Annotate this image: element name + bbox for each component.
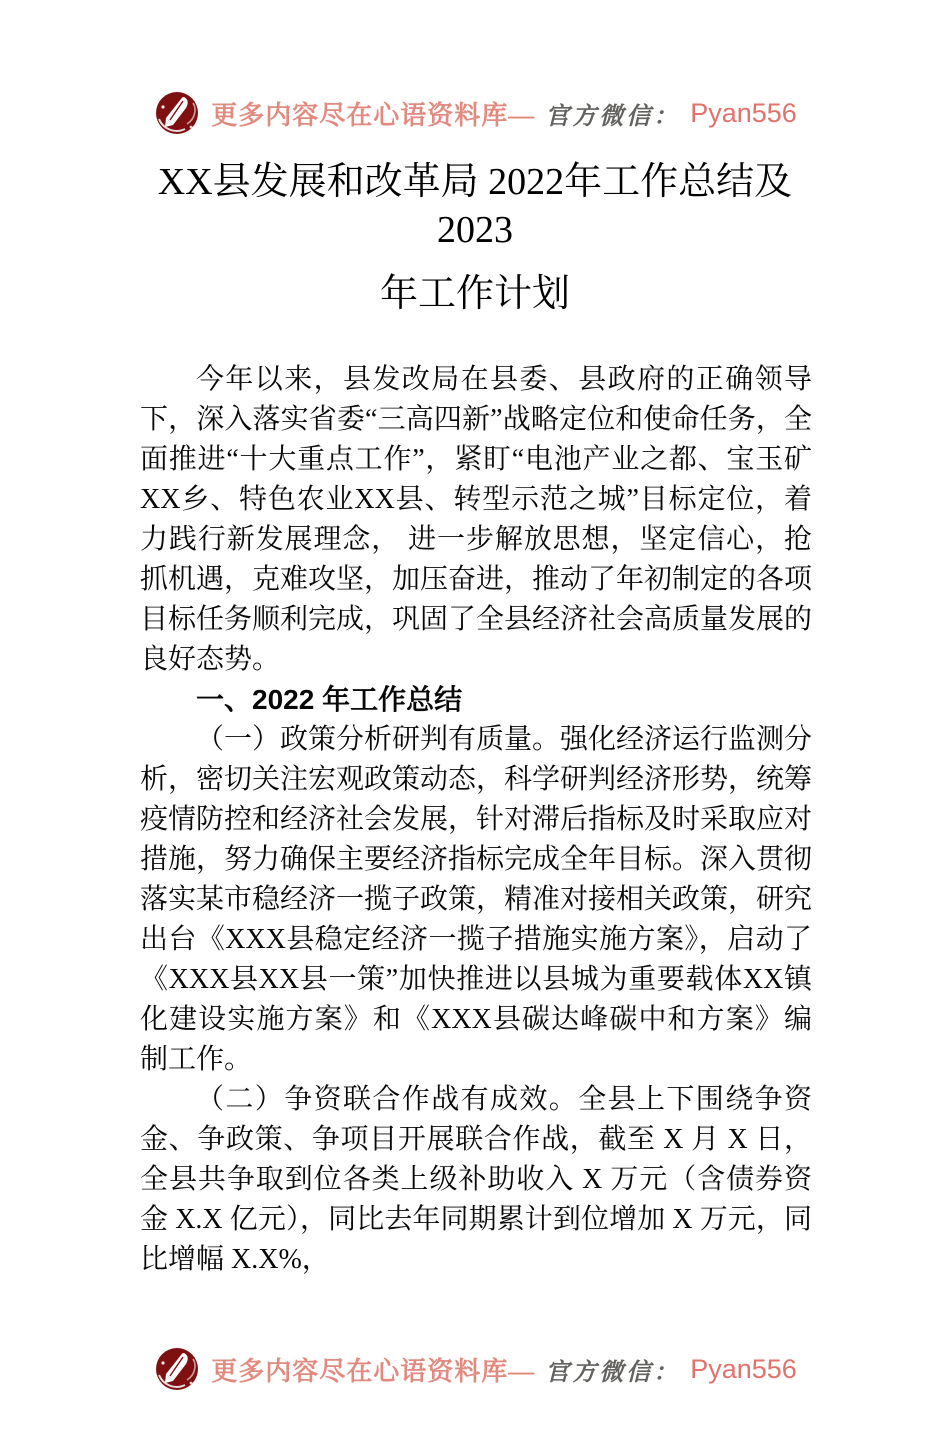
banner-slogan-text: 更多内容尽在心语资料库— — [211, 100, 536, 130]
pen-logo-icon — [153, 89, 201, 137]
banner-wechat-label: 官方微信： — [545, 1359, 681, 1386]
banner-wechat-label: 官方微信： — [545, 103, 681, 130]
title-line-2: 2023 — [437, 209, 513, 251]
banner-slogan-text: 更多内容尽在心语资料库— — [211, 1356, 536, 1386]
banner-wechat-id: Pyan556 — [690, 1353, 797, 1384]
pen-logo-icon — [153, 1345, 201, 1393]
document-title — [0, 158, 950, 318]
header-banner — [0, 88, 950, 138]
document-body — [0, 360, 950, 1280]
title-line-3: 年工作计划 — [379, 273, 570, 315]
banner-wechat-id: Pyan556 — [690, 97, 797, 128]
paragraph-item-1: （一）政策分析研判有质量。强化经济运行监测分析，密切关注宏观政策动态，科学研判经济形势，统筹疫情防控和经济社会发展，针对滞后指标及时采取应对措施，努力确保主要经济指标完成全年目标。深入贯彻落实某市稳经济一揽子政策，精准对接相关政策，研究出台《XXX县稳定经济一揽子措施实施方案》，启动了《XXX县XX县一策”加快推进以县城为重要载体XX镇化建设实施方案》和《XXX县碳达峰碳中和方案》编制工作。 — [140, 724, 813, 1075]
section-heading-2022-summary: 一、2022 年工作总结 — [196, 684, 463, 715]
paragraph-item-2: （二）争资联合作战有成效。全县上下围绕争资金、争政策、争项目开展联合作战，截至 X 月 X 日，全县共争取到位各类上级补助收入 X 万元（含债券资金 X.X 亿元），同比去年同期累计到位增加 X 万元，同比增幅 X.X%， — [140, 1084, 812, 1275]
paragraph-intro: 今年以来，县发改局在县委、县政府的正确领导下，深入落实省委“三高四新”战略定位和使命任务，全面推进“十大重点工作”，紧盯“电池产业之都、宝玉矿XX乡、特色农业XX县、转型示范之城”目标定位，着力践行新发展理念， 进一步解放思想，坚定信心，抢抓机遇，克难攻坚，加压奋进，推动了年初制定的各项目标任务顺利完成，巩固了全县经济社会高质量发展的良好态势。 — [140, 364, 813, 675]
title-line-1: XX县发展和改革局 2022年工作总结及 — [157, 161, 793, 203]
footer-banner — [0, 1344, 950, 1394]
